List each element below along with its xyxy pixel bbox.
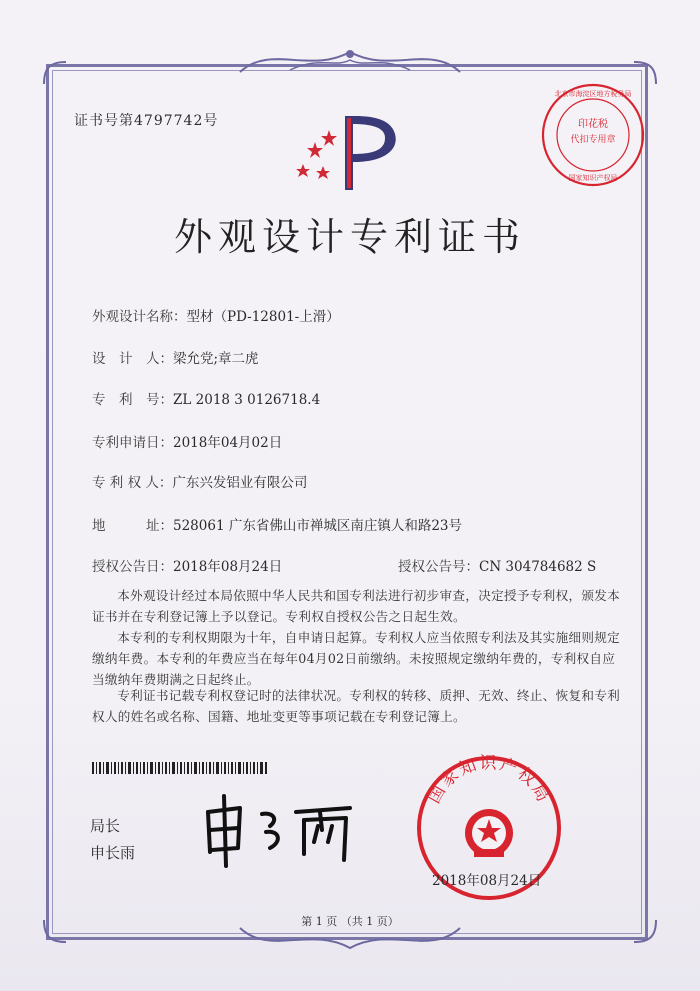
patent-number-row — [92, 388, 320, 408]
signatory-title: 局长 — [90, 817, 121, 835]
tax-stamp-seal — [540, 82, 646, 188]
design-name-value: 型材（PD-12801-上滑） — [186, 309, 340, 325]
handwritten-signature — [200, 790, 360, 870]
paragraph-grant-statement: 本外观设计经过本局依照中华人民共和国专利法进行初步审查，决定授予专利权，颁发本证书并在专利登记簿上予以登记。专利权自授权公告之日起生效。 — [92, 588, 621, 624]
paragraph-legal-status: 专利证书记载专利权登记时的法律状况。专利权的转移、质押、无效、终止、恢复和专利权人的姓名或名称、国籍、地址变更等事项记载在专利登记簿上。 — [92, 688, 621, 724]
barcode — [92, 762, 268, 774]
top-ornament — [230, 44, 470, 78]
design-name-row — [92, 305, 340, 325]
signatory-name: 申长雨 — [90, 844, 136, 862]
certificate-number: 证书号第4797742号 — [74, 113, 219, 129]
grant-number-row — [398, 555, 596, 575]
issue-date: 2018年08月24日 — [432, 873, 542, 889]
filing-date-label: 专利申请日： — [92, 435, 173, 451]
address-row — [92, 514, 462, 534]
patentee-row — [92, 471, 307, 491]
svg-text:印花税: 印花税 — [578, 119, 608, 130]
patent-office-logo-icon — [295, 112, 405, 198]
svg-text:代扣专用章: 代扣专用章 — [570, 135, 616, 145]
grant-date-label: 授权公告日： — [92, 559, 173, 575]
grant-number-value: CN 304784682 S — [479, 559, 597, 575]
filing-date-value: 2018年04月02日 — [173, 435, 283, 451]
svg-text:国家知识产权局: 国家知识产权局 — [424, 753, 554, 807]
paragraph-term-statement: 本专利的专利权期限为十年，自申请日起算。专利权人应当依照专利法及其实施细则规定缴纳年费。本专利的年费应当在每年04月02日前缴纳。未按照规定缴纳年费的，专利权自应当缴纳年费期满之日起终止。 — [92, 630, 621, 687]
designer-value: 梁允党;章二虎 — [173, 351, 259, 367]
filing-date-row — [92, 431, 282, 451]
address-label: 地 址： — [92, 518, 173, 534]
patentee-value: 广东兴发铝业有限公司 — [172, 475, 308, 491]
corner-ornament-top-left — [40, 58, 70, 88]
patent-number-value: ZL 2018 3 0126718.4 — [173, 392, 321, 408]
designer-row — [92, 347, 259, 367]
page-footer: 第 1 页 （共 1 页） — [301, 915, 399, 928]
designer-label: 设 计 人： — [92, 351, 173, 367]
grant-date-row — [92, 555, 282, 575]
address-value: 528061 广东省佛山市禅城区南庄镇人和路23号 — [173, 518, 463, 534]
design-name-label: 外观设计名称： — [92, 309, 187, 325]
svg-text:国家知识产权局: 国家知识产权局 — [568, 174, 618, 182]
certificate-title: 外观设计专利证书 — [173, 215, 526, 259]
patentee-label: 专 利 权 人： — [92, 475, 173, 491]
grant-date-value: 2018年08月24日 — [173, 559, 283, 575]
svg-text:北京市海淀区地方税务局: 北京市海淀区地方税务局 — [554, 90, 632, 98]
patent-number-label: 专 利 号： — [92, 392, 173, 408]
grant-number-label: 授权公告号： — [398, 559, 479, 575]
